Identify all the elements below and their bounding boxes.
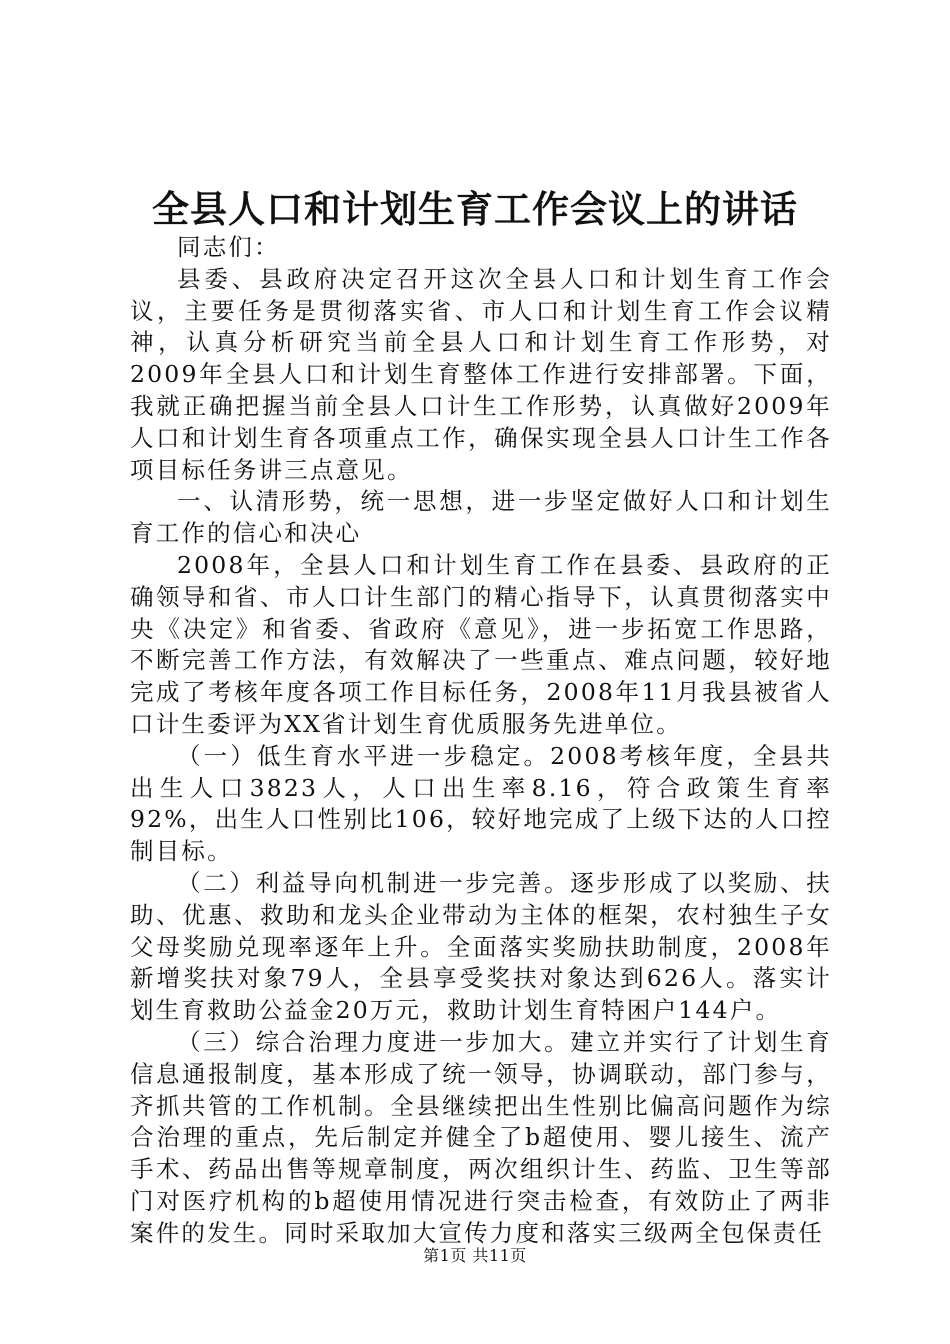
document-body xyxy=(130,232,832,1250)
document-title: 全县人口和计划生育工作会议上的讲话 xyxy=(152,187,798,231)
greeting-paragraph: 同志们： xyxy=(177,233,280,261)
body-paragraph: 2008年，全县人口和计划生育工作在县委、县政府的正确领导和省、市人口计生部门的精心指导下，认真贯彻落实中央《决定》和省委、省政府《意见》，进一步拓宽工作思路，不断完善工作方法，有效解决了一些重点、难点问题，较好地完成了考核年度各项工作目标任务，2008年11月我县被省人口计生委评为XX省计划生育优质服务先进单位。 xyxy=(130,550,832,738)
intro-paragraph: 县委、县政府决定召开这次全县人口和计划生育工作会议，主要任务是贯彻落实省、市人口和计划生育工作会议精神，认真分析研究当前全县人口和计划生育工作形势，对2009年全县人口和计划生育整体工作进行安排部署。下面，我就正确把握当前全县人口计生工作形势，认真做好2009年人口和计划生育各项重点工作，确保实现全县人口计生工作各项目标任务讲三点意见。 xyxy=(130,264,832,484)
page-footer: 第1页 共11页 xyxy=(423,1246,527,1265)
body-paragraph: （三）综合治理力度进一步加大。建立并实行了计划生育信息通报制度，基本形成了统一领导，协调联动，部门参与，齐抓共管的工作机制。全县继续把出生性别比偏高问题作为综合治理的重点，先后制定并健全了b超使用、婴儿接生、流产手术、药品出售等规章制度，两次组织计生、药监、卫生等部门对医疗机构的b超使用情况进行突击检查，有效防止了两非案件的发生。同时采取加大宣传力度和落实三级两全包保责任 xyxy=(130,1027,832,1247)
section-heading: 一、认清形势，统一思想，进一步坚定做好人口和计划生育工作的信心和决心 xyxy=(130,487,832,548)
body-paragraph: （一）低生育水平进一步稳定。2008考核年度，全县共出生人口3823人，人口出生率8.16，符合政策生育率92%，出生人口性别比106，较好地完成了上级下达的人口控制目标。 xyxy=(130,741,832,866)
body-paragraph: （二）利益导向机制进一步完善。逐步形成了以奖励、扶助、优惠、救助和龙头企业带动为主体的框架，农村独生子女父母奖励兑现率逐年上升。全面落实奖励扶助制度，2008年新增奖扶对象79人，全县享受奖扶对象达到626人。落实计划生育救助公益金20万元，救助计划生育特困户144户。 xyxy=(130,868,832,1025)
